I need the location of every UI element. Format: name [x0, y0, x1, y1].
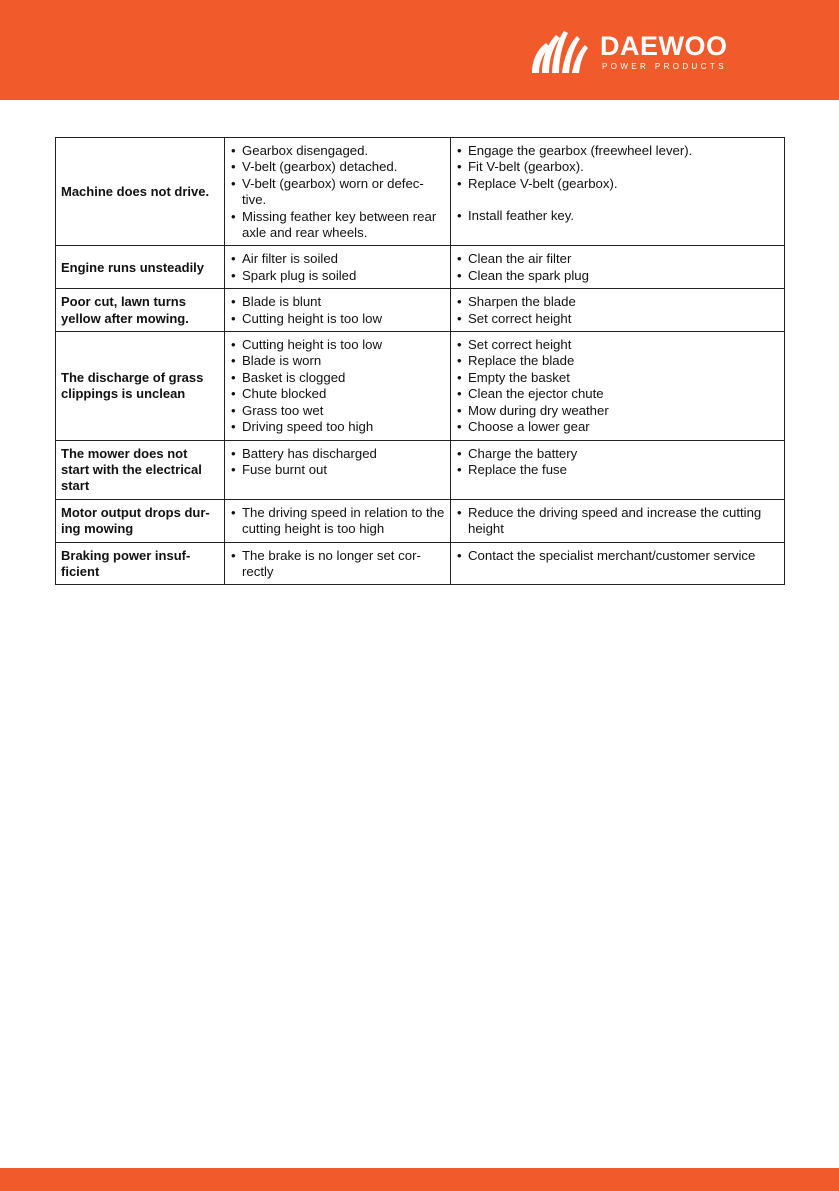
cause-item: • Spark plug is soiled — [230, 268, 445, 284]
cause-item: • V-belt (gearbox) detached. — [230, 159, 445, 175]
solution-cell — [451, 440, 785, 499]
solution-item: • Mow during dry weather — [456, 403, 779, 419]
solution-item: • Empty the basket — [456, 370, 779, 386]
solution-cell — [451, 138, 785, 246]
cause-item: • Gearbox disengaged. — [230, 143, 445, 159]
solution-item: • Replace the fuse — [456, 462, 779, 478]
solution-list — [456, 251, 779, 284]
problem-cell: Machine does not drive. — [56, 138, 225, 246]
brand-tagline: POWER PRODUCTS — [602, 62, 727, 71]
solution-item: • Charge the battery — [456, 446, 779, 462]
cause-cell — [225, 440, 451, 499]
cause-cell — [225, 499, 451, 542]
cause-item: • Basket is clogged — [230, 370, 445, 386]
cause-item: • Air filter is soiled — [230, 251, 445, 267]
solution-item: • Clean the air filter — [456, 251, 779, 267]
solution-list — [456, 505, 779, 538]
cause-cell — [225, 138, 451, 246]
cause-cell — [225, 332, 451, 440]
problem-cell: Engine runs unsteadily — [56, 246, 225, 289]
cause-item: • Driving speed too high — [230, 419, 445, 435]
solution-item: • Engage the gearbox (freewheel lever). — [456, 143, 779, 159]
cause-item: • V-belt (gearbox) worn or defec-tive. — [230, 176, 445, 209]
cause-item: • The brake is no longer set cor-rectly — [230, 548, 445, 581]
problem-cell: Poor cut, lawn turns yellow after mowing. — [56, 289, 225, 332]
solution-cell — [451, 289, 785, 332]
solution-cell — [451, 499, 785, 542]
solution-list — [456, 446, 779, 479]
table-row — [56, 440, 785, 499]
cause-list — [230, 337, 445, 435]
troubleshooting-table — [55, 137, 785, 585]
solution-cell — [451, 246, 785, 289]
solution-item: • Choose a lower gear — [456, 419, 779, 435]
cause-item: • Battery has discharged — [230, 446, 445, 462]
solution-list — [456, 337, 779, 435]
solution-item: • Set correct height — [456, 311, 779, 327]
daewoo-fan-icon — [528, 29, 590, 75]
cause-cell — [225, 246, 451, 289]
cause-cell — [225, 542, 451, 585]
problem-cell: Motor output drops dur-ing mowing — [56, 499, 225, 542]
solution-item: • Set correct height — [456, 337, 779, 353]
table-row — [56, 246, 785, 289]
solution-item: • Clean the spark plug — [456, 268, 779, 284]
solution-item: • Replace V-belt (gearbox). — [456, 176, 779, 192]
cause-item: • The driving speed in relation to the cutting height is too high — [230, 505, 445, 538]
solution-cell — [451, 332, 785, 440]
solution-item: • Replace the blade — [456, 353, 779, 369]
solution-item: • Install feather key. — [456, 208, 779, 224]
cause-cell — [225, 289, 451, 332]
solution-item: • Clean the ejector chute — [456, 386, 779, 402]
brand-name: DAEWOO — [600, 31, 728, 61]
solution-item: • Reduce the driving speed and increase the cutting height — [456, 505, 779, 538]
table-row — [56, 499, 785, 542]
cause-item: • Fuse burnt out — [230, 462, 445, 478]
solution-list — [456, 294, 779, 327]
cause-item: • Blade is worn — [230, 353, 445, 369]
cause-list — [230, 143, 445, 241]
solution-list — [456, 143, 779, 225]
header-bar — [0, 0, 839, 100]
problem-cell: The discharge of grass clippings is unclean — [56, 332, 225, 440]
table-row — [56, 289, 785, 332]
solution-item: • Fit V-belt (gearbox). — [456, 159, 779, 175]
table-row — [56, 332, 785, 440]
cause-list — [230, 548, 445, 581]
cause-list — [230, 294, 445, 327]
solution-list — [456, 548, 779, 564]
cause-item: • Cutting height is too low — [230, 337, 445, 353]
solution-item: • Sharpen the blade — [456, 294, 779, 310]
cause-list — [230, 446, 445, 479]
brand-logo — [528, 29, 758, 77]
table-body — [56, 138, 785, 585]
cause-item: • Grass too wet — [230, 403, 445, 419]
cause-list — [230, 505, 445, 538]
table-row — [56, 542, 785, 585]
cause-item: • Chute blocked — [230, 386, 445, 402]
problem-cell: Braking power insuf-ficient — [56, 542, 225, 585]
solution-cell — [451, 542, 785, 585]
cause-item: • Missing feather key between rear axle and rear wheels. — [230, 209, 445, 242]
problem-cell: The mower does not start with the electrical start — [56, 440, 225, 499]
cause-item: • Blade is blunt — [230, 294, 445, 310]
cause-list — [230, 251, 445, 284]
table-row — [56, 138, 785, 246]
cause-item: • Cutting height is too low — [230, 311, 445, 327]
footer-bar — [0, 1168, 839, 1191]
solution-item: • Contact the specialist merchant/customer service — [456, 548, 779, 564]
